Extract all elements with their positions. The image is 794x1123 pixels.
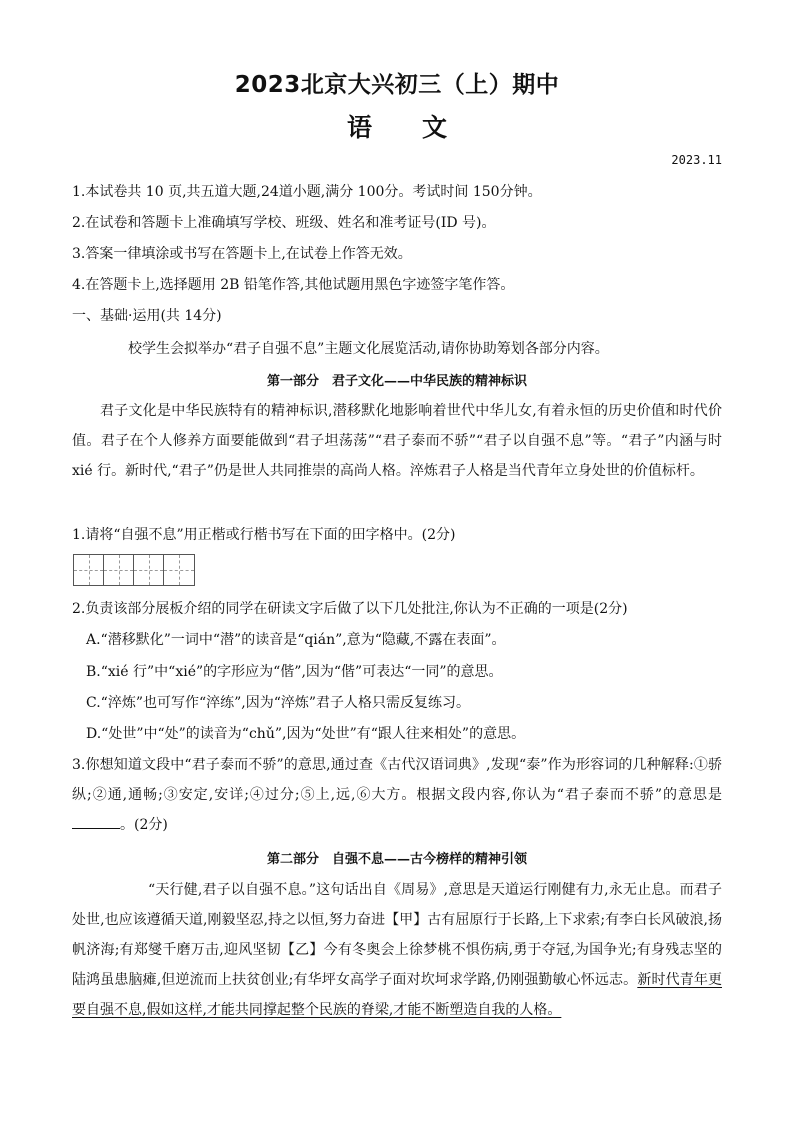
part2-paragraph [72, 875, 722, 1025]
tianzige-grid[interactable] [73, 554, 195, 586]
question-3-suffix: 。(2分) [120, 817, 168, 833]
section-intro: 校学生会拟举办“君子自强不息”主题文化展览活动,请你协助筹划各部分内容。 [128, 341, 609, 357]
grid-cell[interactable] [134, 555, 164, 585]
part1-heading: 第一部分 君子文化——中华民族的精神标识 [266, 374, 527, 389]
subject-char-2: 文 [422, 113, 448, 142]
note-2: 2.在试卷和答题卡上准确填写学校、班级、姓名和准考证号(ID 号)。 [72, 215, 496, 231]
subject-char-1: 语 [346, 113, 372, 142]
part2-paragraph-text: “天行健,君子以自强不息。”这句话出自《周易》,意思是天道运行刚健有力,永无止息。而君子处世,也应该遵循天道,刚毅坚忍,持之以恒,努力奋进【甲】古有屈原行于长路,上下求索;有李白长风破浪,扬帆济海;有郑燮千磨万击,迎风坚韧【乙】今有冬奥会上徐梦桃不惧伤病,勇于夺冠,为国争光;有身残志坚的陆鸿虽患脑瘫,但逆流而上扶贫创业;有华坪女高学子面对坎坷求学路,仍刚强勤敏心怀远志。 [72, 882, 722, 988]
question-3 [72, 750, 722, 840]
section-heading: 一、基础·运用(共 14分) [72, 308, 222, 324]
page-title: 2023北京大兴初三（上）期中 [234, 72, 560, 98]
answer-blank[interactable] [72, 814, 120, 829]
option-b: B.“xié 行”中“xié”的字形应为“偕”,因为“偕”可表达“一同”的意思。 [86, 664, 503, 680]
question-3-text: 3.你想知道文段中“君子泰而不骄”的意思,通过查《古代汉语词典》,发现“泰”作为形容词的几种解释:①骄纵;②通,通畅;③安定,安详;④过分;⑤上,远,⑥大方。根据文段内容,你认为“君子泰而不骄”的意思是 [72, 757, 722, 803]
note-3: 3.答案一律填涂或书写在答题卡上,在试卷上作答无效。 [72, 246, 412, 262]
question-1: 1.请将“自强不息”用正楷或行楷书写在下面的田字格中。(2分) [72, 527, 456, 543]
grid-cell[interactable] [104, 555, 134, 585]
underlined-sentence: 新时代青年更要自强不息,假如这样,才能共同撑起整个民族的脊梁,才能不断塑造自我的人格。 [72, 972, 722, 1018]
note-1: 1.本试卷共 10 页,共五道大题,24道小题,满分 100分。考试时间 150分钟。 [72, 184, 542, 200]
part2-heading: 第二部分 自强不息——古今榜样的精神引领 [266, 852, 527, 867]
question-2: 2.负责该部分展板介绍的同学在研读文字后做了以下几处批注,你认为不正确的一项是(2分) [72, 601, 628, 617]
exam-date: 2023.11 [671, 153, 722, 167]
option-d: D.“处世”中“处”的读音为“chǔ”,因为“处世”有“跟人往来相处”的意思。 [86, 726, 526, 742]
option-a: A.“潜移默化”一词中“潜”的读音是“qián”,意为“隐藏,不露在表面”。 [86, 632, 506, 648]
subject-title [0, 108, 794, 144]
option-c: C.“淬炼”也可写作“淬练”,因为“淬炼”君子人格只需反复练习。 [86, 695, 471, 711]
part1-paragraph: 君子文化是中华民族特有的精神标识,潜移默化地影响着世代中华儿女,有着永恒的历史价值和时代价值。君子在个人修养方面要能做到“君子坦荡荡”“君子泰而不骄”“君子以自强不息”等。“君子”内涵与时 xié 行。新时代,“君子”仍是世人共同推崇的高尚人格。淬炼君子人格是当代青年立身处世的价值标杆。 [72, 403, 722, 479]
note-4: 4.在答题卡上,选择题用 2B 铅笔作答,其他试题用黑色字迹签字笔作答。 [72, 277, 515, 293]
grid-cell[interactable] [164, 555, 194, 585]
grid-cell[interactable] [74, 555, 104, 585]
